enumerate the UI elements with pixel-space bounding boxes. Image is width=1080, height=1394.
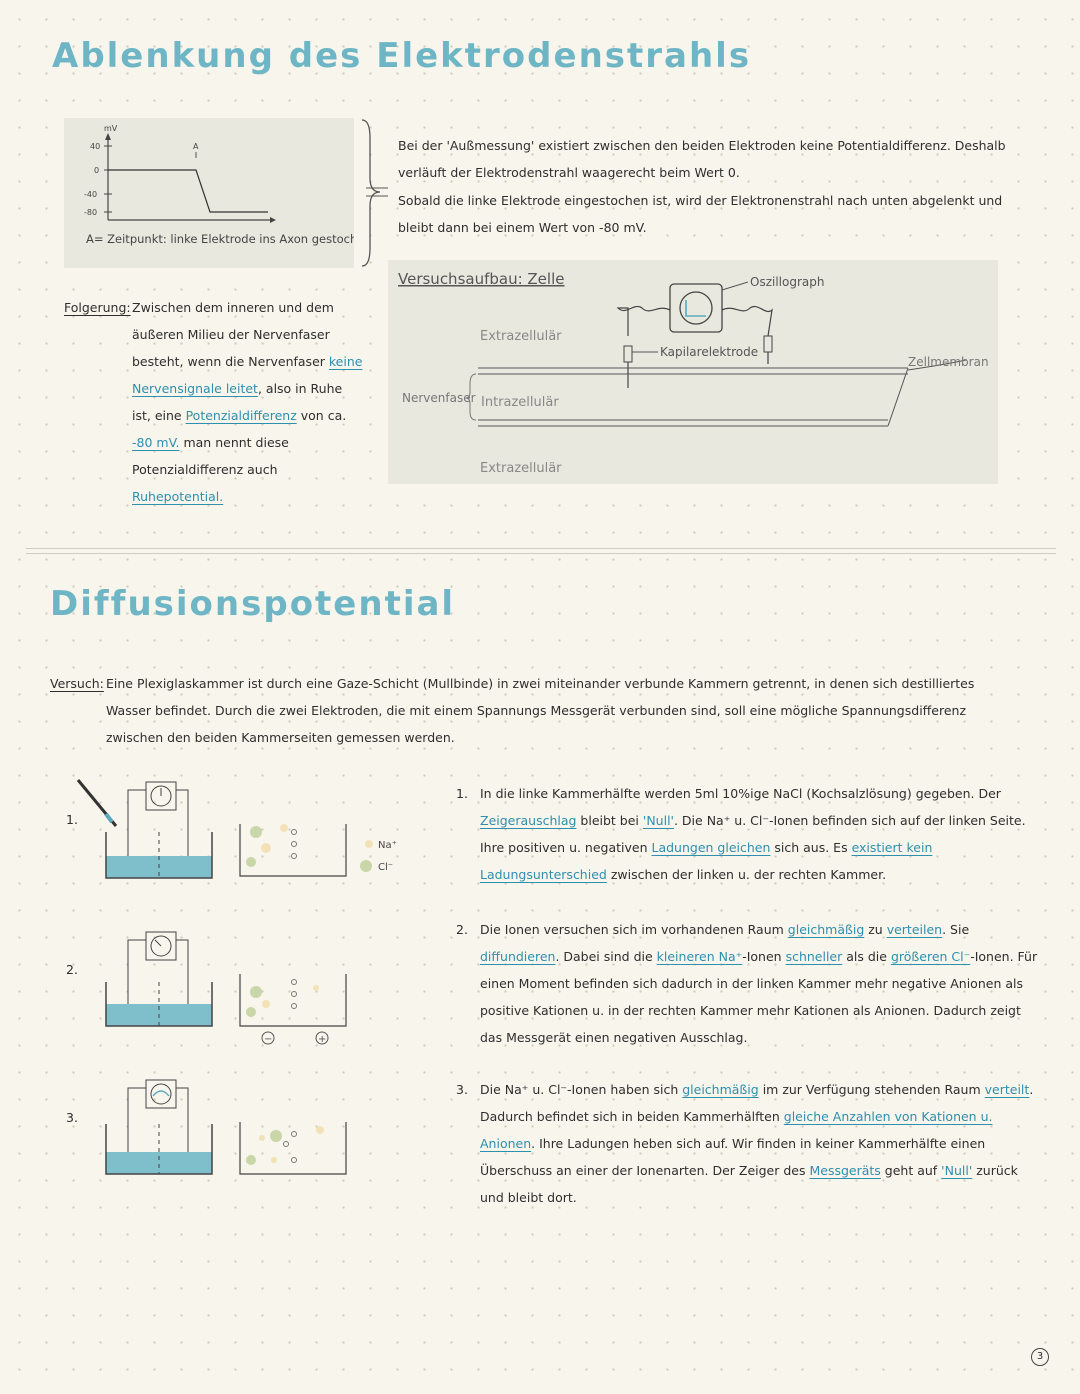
brace-connector [360,118,390,268]
step-2-text [480,916,1040,1051]
intracellular-label: Intrazellulär [481,395,559,410]
step-text-part: geht auf [880,1163,942,1178]
step-3-diagram [76,1074,406,1184]
step-text-part: In die linke Kammerhälfte werden 5ml 10%ige NaCl (Kochsalzlösung) gegeben. Der [480,786,1001,801]
conclusion-highlight-value: -80 mV. [132,435,180,450]
potential-graph-panel [64,118,354,268]
setup-diagram [388,260,998,484]
legend-na-dot [365,840,373,848]
highlight-term: existiert kein Ladungsunterschied [480,840,933,882]
experiment-label [50,670,110,697]
section-title-diffusion: Diffusionspotential [50,584,456,624]
graph-caption: A= Zeitpunkt: linke Elektrode ins Axon gestochen [86,232,354,246]
nerve-fiber-label: Nervenfaser [402,391,476,405]
oscillograph-box [670,284,722,332]
conclusion-part-3: von ca. [300,408,347,423]
water-3 [106,1152,212,1174]
step-1-diagram [76,776,406,886]
step-text-part: -Ionen [742,949,786,964]
step-text-part: . Dadurch befindet sich in beiden Kammerhälften [480,1082,1034,1124]
step-text-part: bleibt bei [576,813,643,828]
potential-graph [64,118,354,268]
highlight-term: gleiche Anzahlen von Kationen u. Anionen [480,1109,993,1151]
highlight-term: schneller [785,949,843,964]
step-text-part: . Dabei sind die [555,949,657,964]
highlight-term: Zeigerauschlag [480,813,577,828]
step-text-part: im zur Verfügung stehenden Raum [758,1082,985,1097]
section-divider-bottom [26,553,1056,554]
page-number: 3 [1031,1348,1049,1366]
highlight-term: 'Null' [642,813,674,828]
graph-unit-label: mV [104,124,118,133]
conclusion-text [132,294,364,510]
step-2-num-text: 2. [456,922,468,937]
step-3-num-text: 3. [456,1082,468,1097]
highlight-term: gleichmäßig [682,1082,759,1097]
highlight-term: verteilt [984,1082,1030,1097]
experimental-setup-panel [388,260,998,484]
conclusion-part-4: man nennt diese Potenzialdifferenz auch [132,435,289,477]
graph-tick-40: 40 [90,142,101,151]
conclusion-part-2: , also in Ruhe ist, eine [132,381,343,423]
electrode-label: Kapilarelektrode [660,345,759,359]
step-text-part: -Ionen. Für einen Moment befinden sich dadurch in der linken Kammer mehr negative Anionen als positive Kationen u. in der rechten Kammer mehr Kationen als Anionen. Dadurch zeigt das Messgerät einen negativen Ausschlag. [480,949,1038,1045]
step-1-number: 1. [66,812,78,827]
highlight-term: Messgeräts [809,1163,881,1178]
conclusion-label [64,294,131,321]
right-electrode [764,336,772,352]
step-text-part: zu [864,922,887,937]
step-3-text [480,1076,1040,1211]
graph-curve [108,170,268,212]
highlight-term: diffundieren [480,949,556,964]
graph-tick-0: 0 [94,166,100,175]
highlight-term: größeren Cl⁻ [890,949,971,964]
step-1-num-text: 1. [456,786,468,801]
highlight-term: 'Null' [941,1163,973,1178]
extracellular-top-label: Extrazellulär [480,329,562,344]
highlight-term: verteilen [886,922,943,937]
graph-tick-minus40: -40 [84,190,98,199]
plus-charge-label: + [318,1034,327,1045]
step-3-number: 3. [66,1110,78,1125]
legend-cl-label: Cl⁻ [378,862,394,873]
conclusion-part-1: Zwischen dem inneren und dem äußeren Milieu der Nervenfaser besteht, wenn die Nervenfaser [132,300,334,369]
membrane-label: Zellmembran [908,355,989,369]
step-text-part: Die Na⁺ u. Cl⁻-Ionen haben sich [480,1082,683,1097]
conclusion-label-text: Folgerung: [64,300,131,315]
oscillograph-screen [680,292,712,324]
conclusion-highlight-potential: Potenzialdifferenz [185,408,297,423]
step-text-part: . Die Na⁺ u. Cl⁻-Ionen befinden sich auf der linken Seite. Ihre positiven u. negativen [480,813,1026,855]
setup-title: Versuchsaufbau: Zelle [398,270,565,288]
conclusion-highlight-ruhepotential: Ruhepotential. [132,489,224,504]
step-text-part: als die [842,949,891,964]
highlight-term: kleineren Na⁺ [656,949,743,964]
section-title-elektrodenstrahl: Ablenkung des Elektrodenstrahls [52,36,752,76]
conclusion-highlight-signals: keine Nervensignale leitet [132,354,363,396]
legend-na-label: Na⁺ [378,840,397,851]
oscillograph-label: Oszillograph [750,275,825,289]
step-2-diagram [76,926,406,1052]
highlight-term: gleichmäßig [787,922,865,937]
graph-explanation-1: Bei der 'Außmessung' existiert zwischen den beiden Elektroden keine Potentialdifferenz. Deshalb verläuft der Elektrodenstrahl waagerecht beim Wert 0. [398,138,1006,180]
step-text-part: Die Ionen versuchen sich im vorhandenen Raum [480,922,788,937]
minus-charge-label: − [264,1034,273,1045]
highlight-term: Ladungen gleichen [651,840,771,855]
extracellular-bottom-label: Extrazellulär [480,461,562,476]
graph-marker-a: A [193,142,199,151]
step-1-text [480,780,1040,888]
step-text-part: sich aus. Es [770,840,852,855]
experiment-text: Eine Plexiglaskammer ist durch eine Gaze-Schicht (Mullbinde) in zwei miteinander verbunde Kammern getrennt, in denen sich destilliertes Wasser befindet. Durch die zwei Elektroden, die mit einem Spannungs Messgerät verbunden sind, soll eine mögliche Spannungsdifferenz zwischen den beiden Kammerseiten gemessen werden. [106,676,975,745]
step-text-part: zurück und bleibt dort. [480,1163,1018,1205]
section-divider-top [26,548,1056,549]
step-text-part: zwischen der linken u. der rechten Kammer. [606,867,887,882]
graph-tick-minus80: -80 [84,208,98,217]
graph-explanation-2: Sobald die linke Elektrode eingestochen ist, wird der Elektronenstrahl nach unten abgelenkt und bleibt dann bei einem Wert von -80 mV. [398,193,1003,235]
step-text-part: . Sie [942,922,970,937]
left-electrode [624,346,632,362]
legend-cl-dot [360,860,372,872]
experiment-label-text: Versuch: [50,676,104,691]
step-2-number: 2. [66,962,78,977]
step-text-part: . Ihre Ladungen heben sich auf. Wir finden in keiner Kammerhälfte einen Überschuss an einer der Ionenarten. Der Zeiger des [480,1136,986,1178]
